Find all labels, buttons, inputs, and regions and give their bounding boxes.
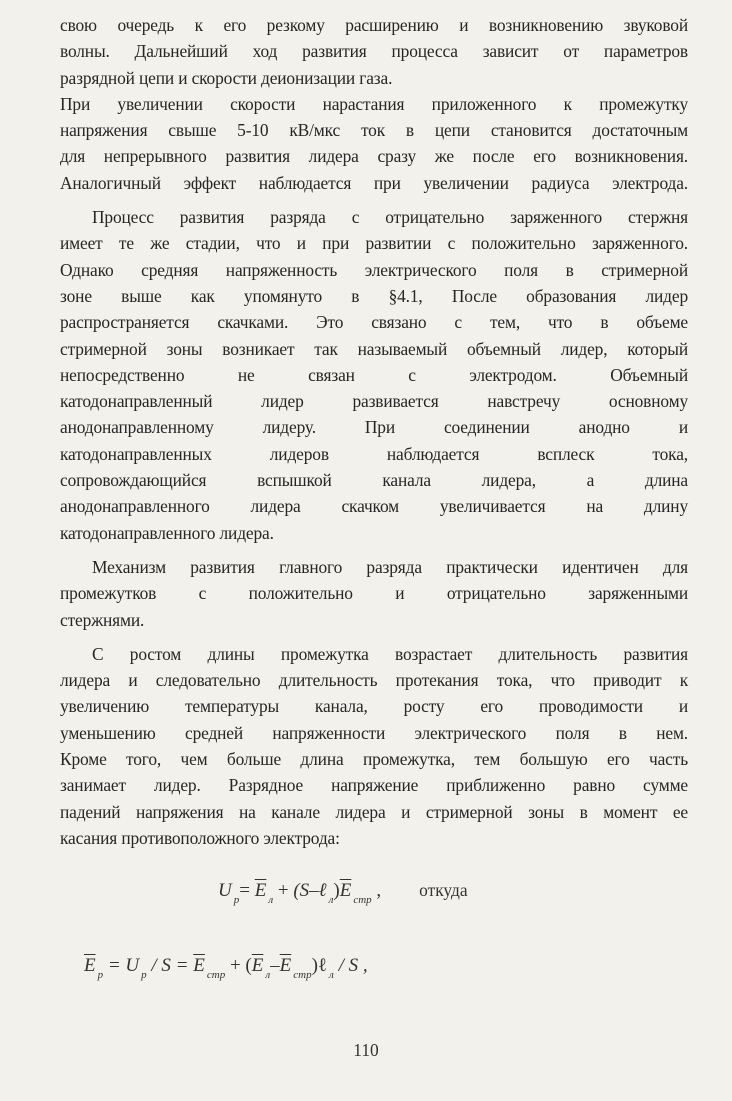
text-line: промежутков с положительно и отрицательно заряженными <box>60 583 688 604</box>
formula-symbol: $\overline{E}$ <box>84 955 96 976</box>
formula-subscript: р <box>97 969 104 981</box>
text-line: свою очередь к его резкому расширению и возникновению звуковой <box>60 15 688 35</box>
text-line: С ростом длины промежутка возрастает длительность развития <box>92 643 688 664</box>
formula-operator: ) <box>333 880 340 901</box>
formula-word: откуда <box>419 880 468 900</box>
text-line: Однако средняя напряженность электрического поля в стримерной <box>60 259 688 280</box>
text-line: разрядной цепи и скорости деионизации газа. <box>60 67 393 88</box>
formula-operator: , <box>371 880 382 901</box>
formula-subscript: стр <box>293 969 312 981</box>
formula-operator: + ( <box>225 955 252 976</box>
text-line: катодонаправленного лидера. <box>60 522 274 543</box>
text-line: имеет те же стадии, что и при развитии с положительно заряженного. <box>60 233 688 254</box>
text-line: При увеличении скорости нарастания приложенного к промежутку <box>60 93 688 114</box>
text-line: Аналогичный эффект наблюдается при увеличении радиуса электрода. <box>60 172 688 193</box>
formula-symbol: $\overline{E}$ <box>339 880 352 901</box>
formula-subscript: л <box>328 894 334 906</box>
text-line: уменьшению средней напряженности электрического поля в нем. <box>60 722 688 743</box>
text-line: распространяется скачками. Это связано с тем, что в объеме <box>60 312 688 333</box>
text-line: напряжения свыше 5-10 кВ/мкс ток в цепи становится достаточным <box>60 120 688 141</box>
formula-subscript: стр <box>206 969 226 981</box>
formula-symbol: / S = <box>146 955 194 976</box>
formula-subscript: л <box>268 894 274 906</box>
text-line: волны. Дальнейший ход развития процесса зависит от параметров <box>60 41 688 62</box>
text-line: падений напряжения на канале лидера и стримерной зоны в момент ее <box>60 801 688 822</box>
formula-operator: – <box>270 955 280 976</box>
paragraph-1 <box>60 12 688 91</box>
text-line: непосредственно не связан с электродом. Объемный <box>60 364 688 385</box>
paragraph-5 <box>60 641 688 851</box>
formula-operator: = <box>239 880 255 901</box>
formula-operator: + <box>273 880 294 901</box>
text-line: анодонаправленному лидеру. При соединении анодно и <box>60 417 688 438</box>
formula-subscript: л <box>329 969 334 981</box>
text-line: занимает лидер. Разрядное напряжение приближенно равно сумме <box>60 775 688 796</box>
text-line: лидера и следовательно длительность протекания тока, что приводит к <box>60 670 688 691</box>
formula-symbol: = U <box>103 955 140 976</box>
text-line: Механизм развития главного разряда практически идентичен для <box>92 556 688 577</box>
text-line: Кроме того, чем больше длина промежутка, тем большую его часть <box>60 749 688 770</box>
text-line: стримерной зоны возникает так называемый объемный лидер, который <box>60 338 688 359</box>
paragraph-4 <box>60 554 688 633</box>
text-line: сопровождающийся вспышкой канала лидера, а длина <box>60 470 688 491</box>
page-number: 110 <box>353 1040 379 1060</box>
text-line: катодонаправленный лидер развивается навстречу основному <box>60 391 688 412</box>
formula-symbol: / S , <box>333 955 368 976</box>
text-line: зоне выше как упомянуто в §4.1, После образования лидер <box>60 285 688 306</box>
text-line: касания противоположного электрода: <box>60 827 340 848</box>
formula-symbol: (S–ℓ <box>293 880 327 901</box>
formula-subscript: стр <box>353 894 372 906</box>
text-line: для непрерывного развития лидера сразу же после его возникновения. <box>60 146 688 167</box>
formula-subscript: р <box>141 969 147 981</box>
paragraph-3 <box>60 204 688 546</box>
formula-discharge-voltage <box>218 880 468 906</box>
text-line: Процесс развития разряда с отрицательно заряженного стержня <box>92 207 688 228</box>
formula-subscript: р <box>233 894 240 906</box>
formula-symbol: $\overline{E}$ <box>279 955 292 976</box>
formula-subscript: л <box>265 969 271 981</box>
formula-operator: )ℓ <box>311 955 328 976</box>
text-line: анодонаправленного лидера скачком увеличивается на длину <box>60 496 688 517</box>
formula-average-field <box>84 955 368 981</box>
text-line: катодонаправленных лидеров наблюдается всплеск тока, <box>60 443 688 464</box>
text-line: увеличению температуры канала, росту его проводимости и <box>60 696 688 717</box>
formula-symbol: U <box>218 880 232 901</box>
formula-symbol: $\overline{E}$ <box>254 880 267 901</box>
page-body <box>60 12 688 851</box>
formula-symbol: $\overline{E}$ <box>251 955 264 976</box>
text-line: стержнями. <box>60 609 145 630</box>
paragraph-2 <box>60 91 688 196</box>
formula-symbol: $\overline{E}$ <box>193 955 205 976</box>
